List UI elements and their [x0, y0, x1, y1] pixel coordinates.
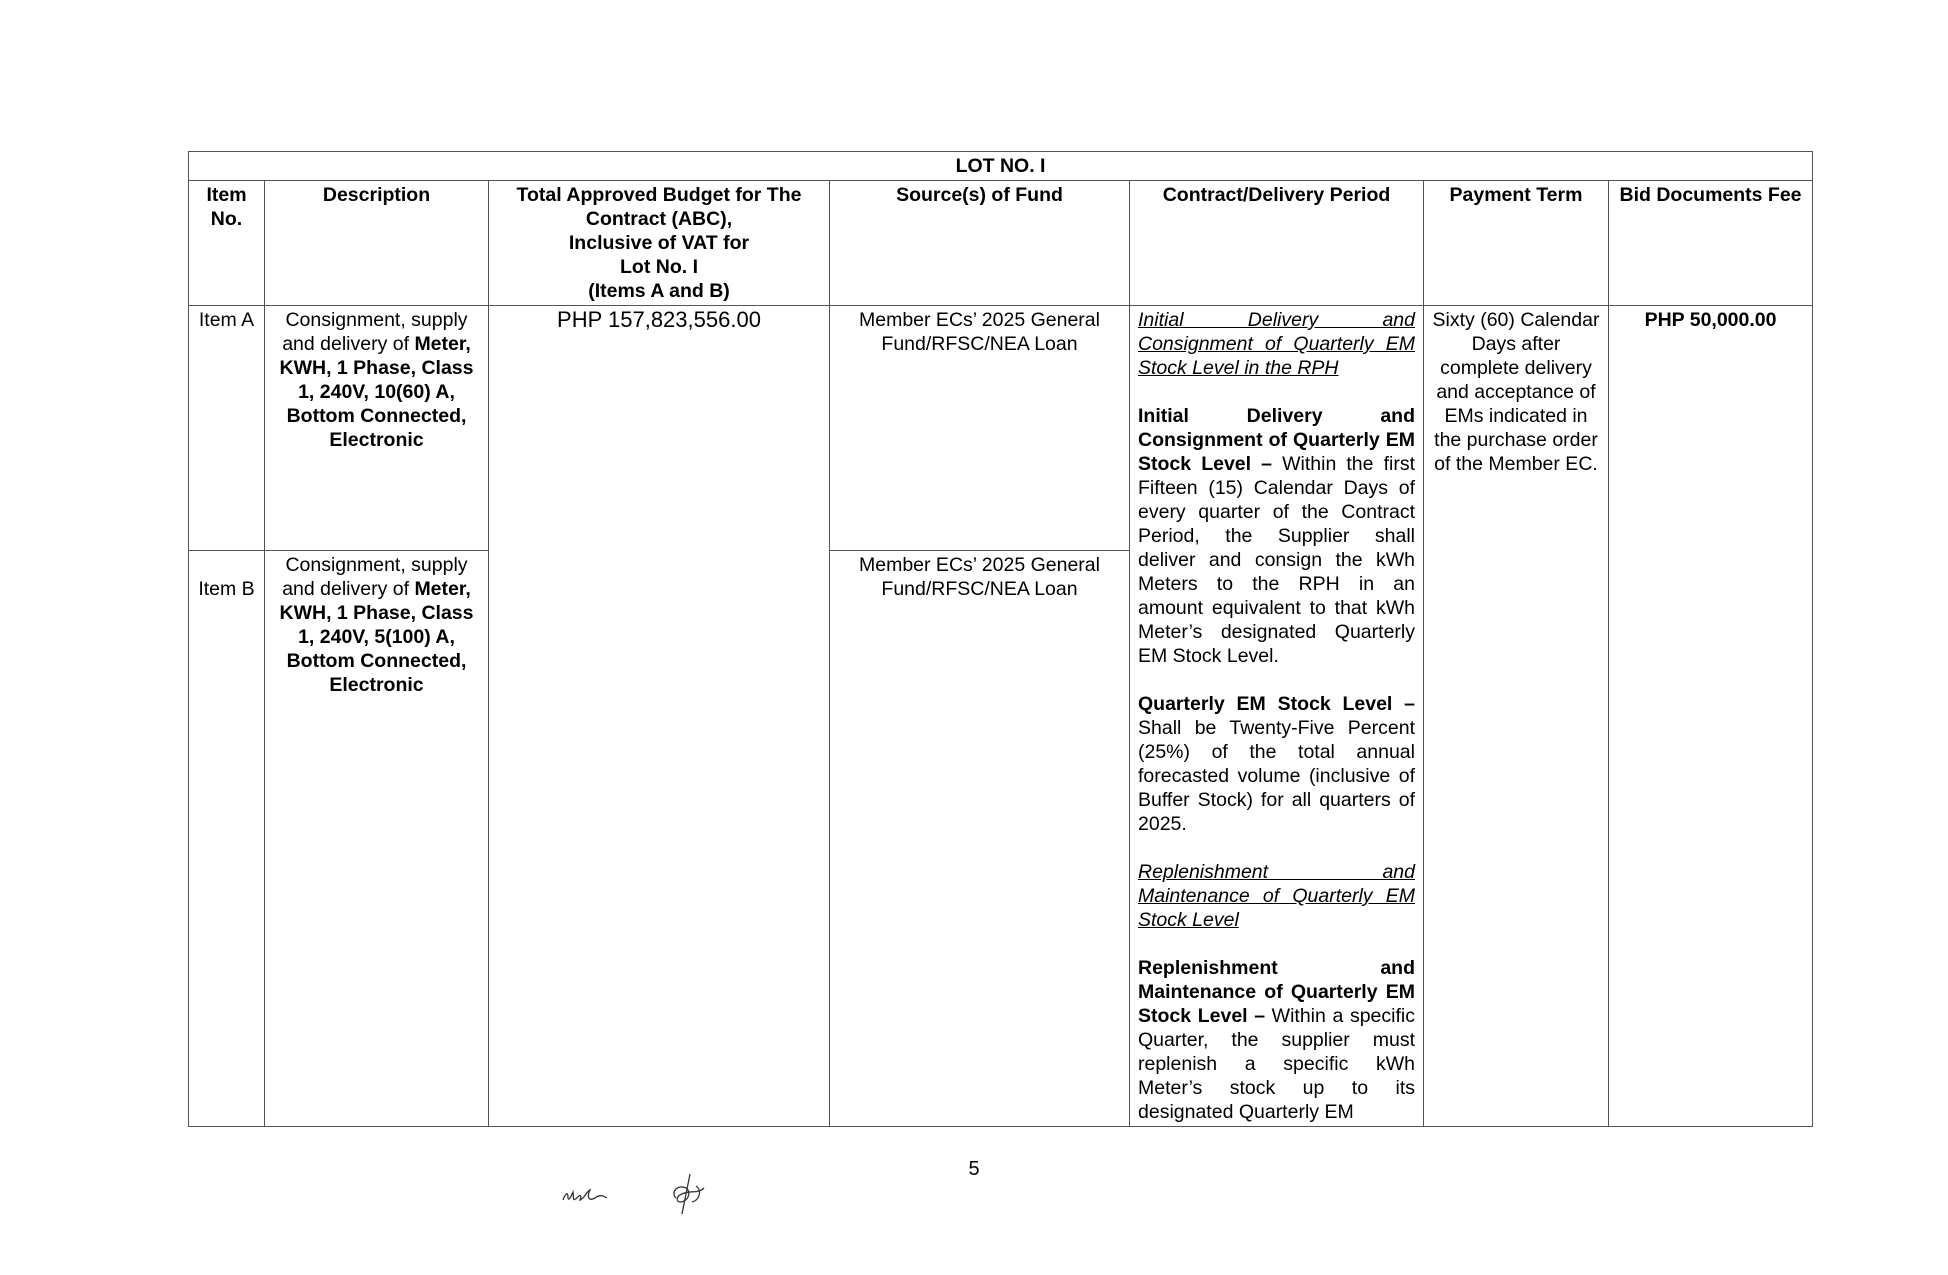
period-heading-replenish: Replenishment and Maintenance of Quarterly EM Stock Level [1138, 861, 1415, 931]
item-b-description [265, 551, 489, 1127]
header-abc-line: Lot No. I [620, 256, 698, 278]
header-abc-line: Inclusive of VAT for [568, 232, 750, 254]
item-b-desc-bold: Meter, KWH, 1 Phase, Class 1, 240V, 5(100) A, Bottom Connected, Electronic [279, 578, 474, 696]
period-bold-stock: Quarterly EM Stock Level – [1138, 693, 1415, 715]
item-a-desc-bold: Meter, KWH, 1 Phase, Class 1, 240V, 10(60) A, Bottom Connected, Electronic [279, 333, 474, 451]
period-text-initial: Within the first Fifteen (15) Calendar Days of every quarter of the Contract Period, the Supplier shall deliver and consign the kWh Meters to the RPH in an amount equivalent to that kWh Meter’s designated Quarterly EM Stock Level. [1138, 453, 1415, 667]
lot-table [188, 151, 1813, 1127]
item-a-description [265, 306, 489, 551]
header-payment: Payment Term [1424, 181, 1609, 306]
header-item-no: Item No. [189, 181, 265, 306]
period-paragraph-initial [1138, 404, 1415, 668]
initials-signature-1 [560, 1178, 610, 1208]
lot-title: LOT NO. I [189, 152, 1813, 181]
item-b-no: Item B [189, 551, 265, 1127]
item-b-desc-plain: Consignment, supply and delivery of [282, 554, 468, 600]
item-a-source: Member ECs’ 2025 General Fund/RFSC/NEA Loan [830, 306, 1130, 551]
contract-period-cell [1130, 306, 1424, 1127]
header-abc [489, 181, 830, 306]
period-paragraph-replenish [1138, 956, 1415, 1124]
period-paragraph-stock [1138, 692, 1415, 836]
initials-signature-2 [668, 1168, 710, 1218]
item-a-desc-plain: Consignment, supply and delivery of [282, 309, 468, 355]
period-text-stock: Shall be Twenty-Five Percent (25%) of the total annual forecasted volume (inclusive of Buffer Stock) for all quarters of 2025. [1138, 717, 1415, 835]
abc-amount: PHP 157,823,556.00 [489, 306, 830, 1127]
header-source: Source(s) of Fund [830, 181, 1130, 306]
item-a-no: Item A [189, 306, 265, 551]
period-text-replenish: Within a specific Quarter, the supplier must replenish a specific kWh Meter’s stock up to its designated Quarterly EM [1138, 1005, 1415, 1123]
period-bold-initial: Initial Delivery and Consignment of Quarterly EM Stock Level – [1138, 405, 1415, 475]
period-heading-initial: Initial Delivery and Consignment of Quarterly EM Stock Level in the RPH [1138, 309, 1415, 379]
header-description: Description [265, 181, 489, 306]
header-period: Contract/Delivery Period [1130, 181, 1424, 306]
header-abc-line: (Items A and B) [588, 280, 730, 302]
period-bold-replenish: Replenishment and Maintenance of Quarterly EM Stock Level – [1138, 957, 1415, 1027]
item-b-source: Member ECs’ 2025 General Fund/RFSC/NEA Loan [830, 551, 1130, 1127]
payment-term: Sixty (60) Calendar Days after complete delivery and acceptance of EMs indicated in the purchase order of the Member EC. [1424, 306, 1609, 1127]
bid-fee: PHP 50,000.00 [1609, 306, 1813, 1127]
table-row [189, 306, 1813, 551]
header-fee: Bid Documents Fee [1609, 181, 1813, 306]
page-number: 5 [968, 1158, 980, 1180]
header-abc-line: Total Approved Budget for The Contract (ABC), [516, 184, 802, 230]
